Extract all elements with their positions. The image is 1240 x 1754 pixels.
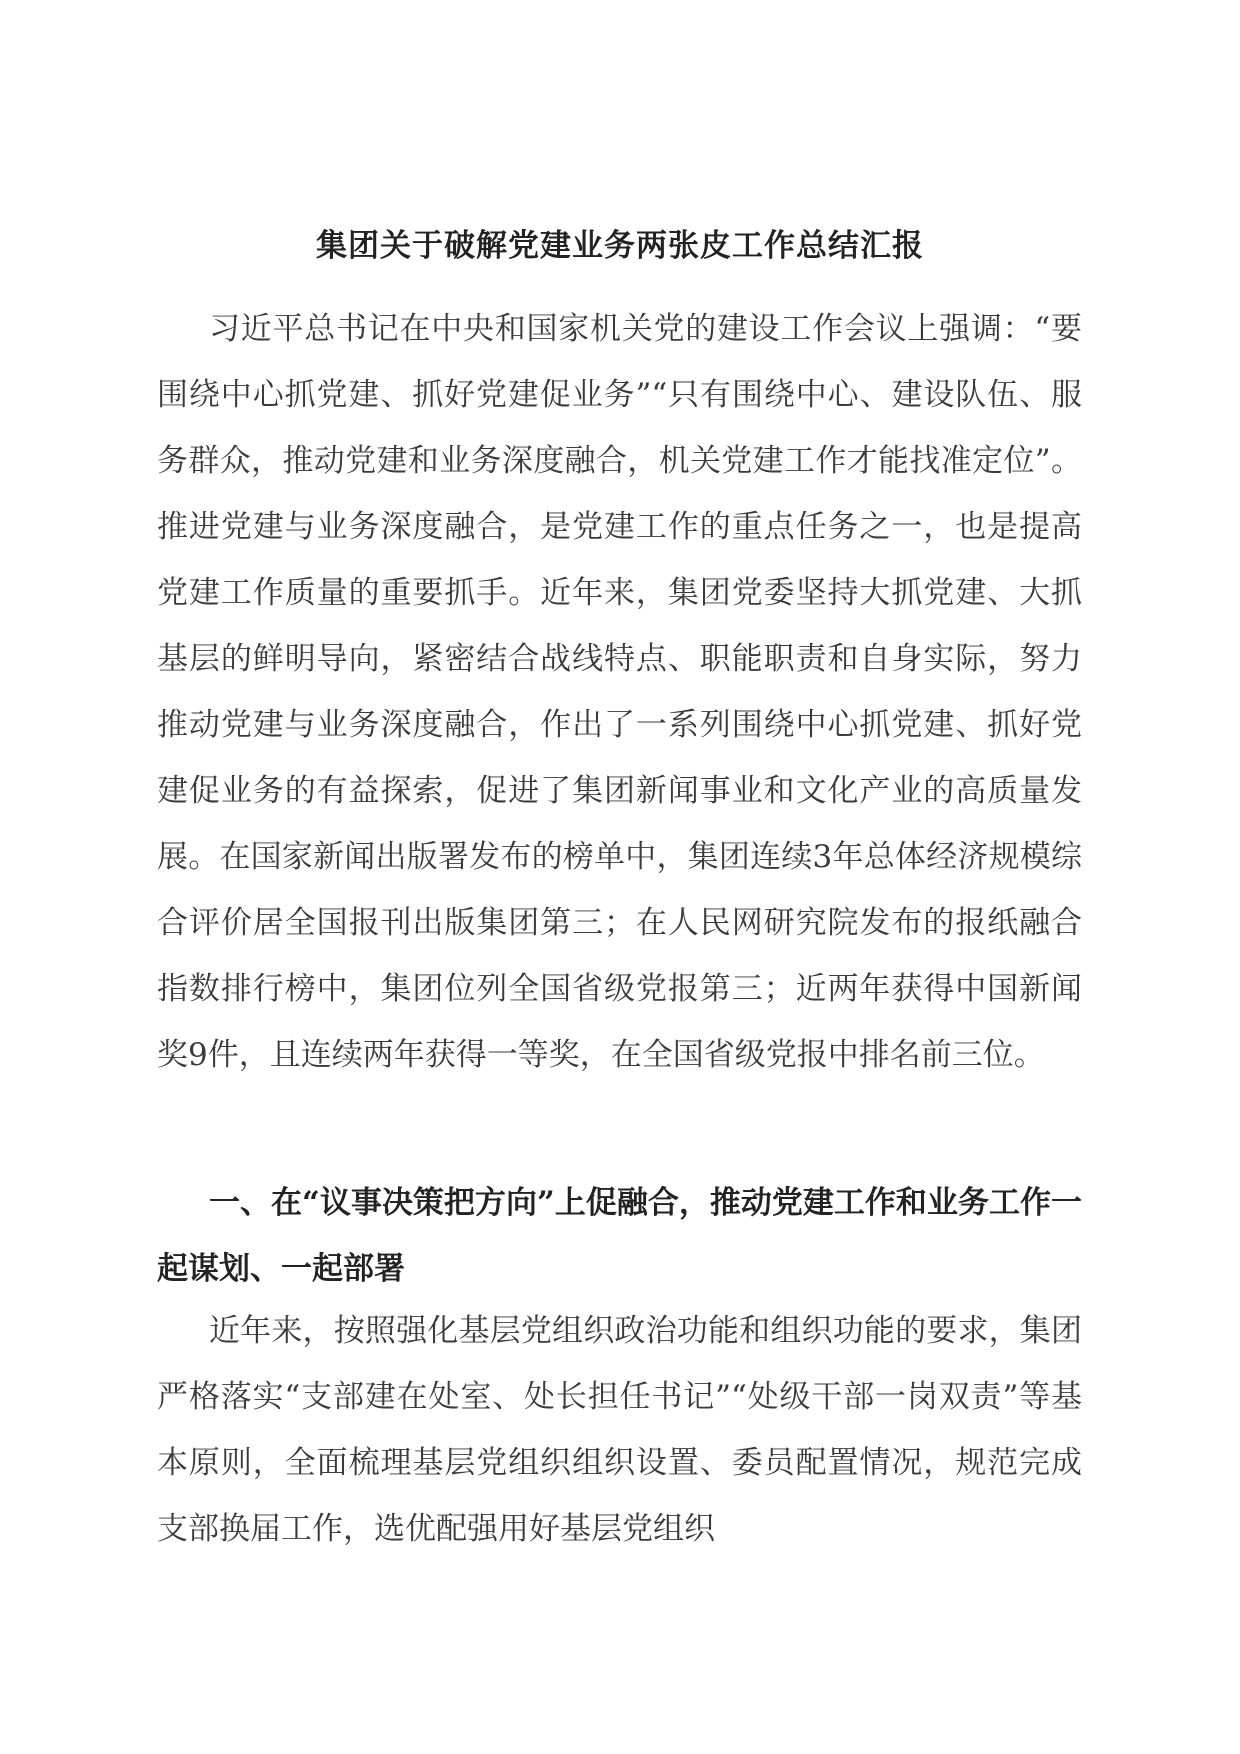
section-1-paragraph: 近年来，按照强化基层党组织政治功能和组织功能的要求，集团严格落实“支部建在处室、处长担任书记”“处级干部一岗双责”等基本原则，全面梳理基层党组织组织设置、委员配置情况，规范完成支部换届工作，选优配强用好基层党组织 <box>157 1313 1082 1547</box>
section-1-heading: 一、在“议事决策把方向”上促融合，推动党建工作和业务工作一起谋划、一起部署 <box>157 1185 1082 1287</box>
intro-paragraph: 习近平总书记在中央和国家机关党的建设工作会议上强调：“要围绕中心抓党建、抓好党建促业务”“只有围绕中心、建设队伍、服务群众，推动党建和业务深度融合，机关党建工作才能找准定位”。推进党建与业务深度融合，是党建工作的重点任务之一，也是提高党建工作质量的重要抓手。近年来，集团党委坚持大抓党建、大抓基层的鲜明导向，紧密结合战线特点、职能职责和自身实际，努力推动党建与业务深度融合，作出了一系列围绕中心抓党建、抓好党建促业务的有益探索，促进了集团新闻事业和文化产业的高质量发展。在国家新闻出版署发布的榜单中，集团连续3年总体经济规模综合评价居全国报刊出版集团第三；在人民网研究院发布的报纸融合指数排行榜中，集团位列全国省级党报第三；近两年获得中国新闻奖9件，且连续两年获得一等奖，在全国省级党报中排名前三位。 <box>157 311 1082 1073</box>
document-title: 集团关于破解党建业务两张皮工作总结汇报 <box>316 228 924 264</box>
